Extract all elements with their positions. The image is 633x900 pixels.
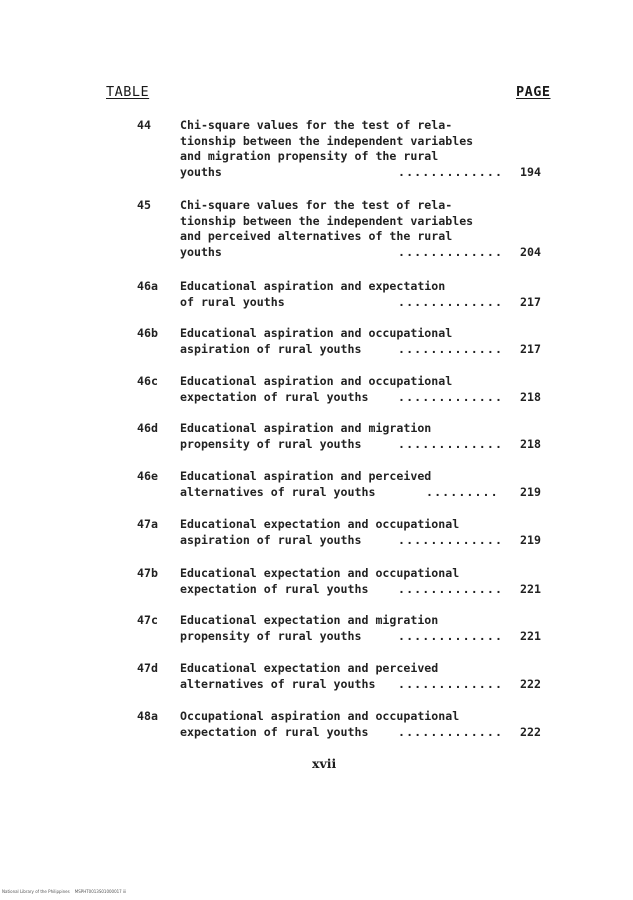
table-title-line: expectation of rural youths <box>180 581 369 596</box>
table-title-line: youths <box>180 244 222 259</box>
table-title-line: Educational expectation and occupational <box>180 566 460 580</box>
table-entry <box>0 469 633 500</box>
table-title-line: youths <box>180 164 222 179</box>
dot-leader: ............. <box>398 532 504 547</box>
table-number: 47c <box>137 613 158 627</box>
page-number: 194 <box>520 164 541 179</box>
table-title-line: Educational aspiration and occupational <box>180 326 453 340</box>
table-title-line: propensity of rural youths <box>180 628 362 643</box>
table-number: 46a <box>137 279 158 293</box>
table-entry <box>0 198 633 260</box>
table-title-line: alternatives of rural youths <box>180 676 376 691</box>
page-folio: xvii <box>312 756 337 771</box>
page-column-heading: PAGE <box>516 84 551 100</box>
dot-leader: ............. <box>398 628 504 643</box>
page-number: 217 <box>520 294 541 309</box>
table-title-line: Educational aspiration and occupational <box>180 374 453 388</box>
dot-leader: ............. <box>398 676 504 691</box>
dot-leader: ............. <box>398 389 504 404</box>
table-entry <box>0 709 633 740</box>
table-title-line: and perceived alternatives of the rural <box>180 229 453 243</box>
table-number: 46c <box>137 374 158 388</box>
table-title-line: aspiration of rural youths <box>180 341 362 356</box>
table-column-heading: TABLE <box>106 84 150 100</box>
table-title-line: tionship between the independent variables <box>180 133 474 148</box>
table-number: 46b <box>137 326 158 340</box>
table-entry <box>0 118 633 180</box>
page-number: 219 <box>520 532 541 547</box>
table-title-line: Chi-square values for the test of rela- <box>180 198 453 212</box>
page-number: 218 <box>520 389 541 404</box>
table-entry <box>0 517 633 548</box>
page-number: 204 <box>520 244 541 259</box>
table-entry <box>0 326 633 357</box>
dot-leader: ............. <box>398 294 504 309</box>
table-entry <box>0 421 633 452</box>
page-number: 221 <box>520 628 541 643</box>
table-entry <box>0 613 633 644</box>
table-title-line: Educational aspiration and expectation <box>180 279 446 293</box>
table-title-line: Occupational aspiration and occupational <box>180 709 460 723</box>
table-number: 48a <box>137 709 158 723</box>
dot-leader: ............. <box>398 436 504 451</box>
table-title-line: expectation of rural youths <box>180 389 369 404</box>
dot-leader: ............. <box>398 581 504 596</box>
page-number: 218 <box>520 436 541 451</box>
table-title-line: tionship between the independent variables <box>180 213 474 228</box>
table-entry <box>0 374 633 405</box>
table-title-line: expectation of rural youths <box>180 724 369 739</box>
dot-leader: ......... <box>426 484 499 499</box>
table-entry <box>0 566 633 597</box>
table-number: 46d <box>137 421 158 435</box>
dot-leader: ............. <box>398 341 504 356</box>
scan-footer-note: National Library of the Philippines MSPHT0013S01000017 iii <box>2 889 127 894</box>
table-title-line: alternatives of rural youths <box>180 484 376 499</box>
page-number: 221 <box>520 581 541 596</box>
dot-leader: ............. <box>398 244 504 259</box>
page-number: 217 <box>520 341 541 356</box>
table-title-line: Educational expectation and occupational <box>180 517 460 531</box>
table-number: 47d <box>137 661 158 675</box>
table-number: 47a <box>137 517 158 531</box>
table-number: 46e <box>137 469 158 483</box>
page-number: 222 <box>520 724 541 739</box>
page-number: 222 <box>520 676 541 691</box>
table-entry <box>0 661 633 692</box>
table-title-line: propensity of rural youths <box>180 436 362 451</box>
table-title-line: and migration propensity of the rural <box>180 149 439 163</box>
table-title-line: Educational expectation and perceived <box>180 661 439 675</box>
table-title-line: aspiration of rural youths <box>180 532 362 547</box>
table-number: 47b <box>137 566 158 580</box>
table-entry <box>0 279 633 310</box>
table-title-line: Educational aspiration and migration <box>180 421 432 435</box>
table-title-line: Chi-square values for the test of rela- <box>180 118 453 132</box>
page-number: 219 <box>520 484 541 499</box>
table-title-line: Educational expectation and migration <box>180 613 439 627</box>
dot-leader: ............. <box>398 724 504 739</box>
dot-leader: ............. <box>398 164 504 179</box>
table-title-line: of rural youths <box>180 294 285 309</box>
table-number: 45 <box>137 198 151 212</box>
table-title-line: Educational aspiration and perceived <box>180 469 432 483</box>
table-number: 44 <box>137 118 151 132</box>
